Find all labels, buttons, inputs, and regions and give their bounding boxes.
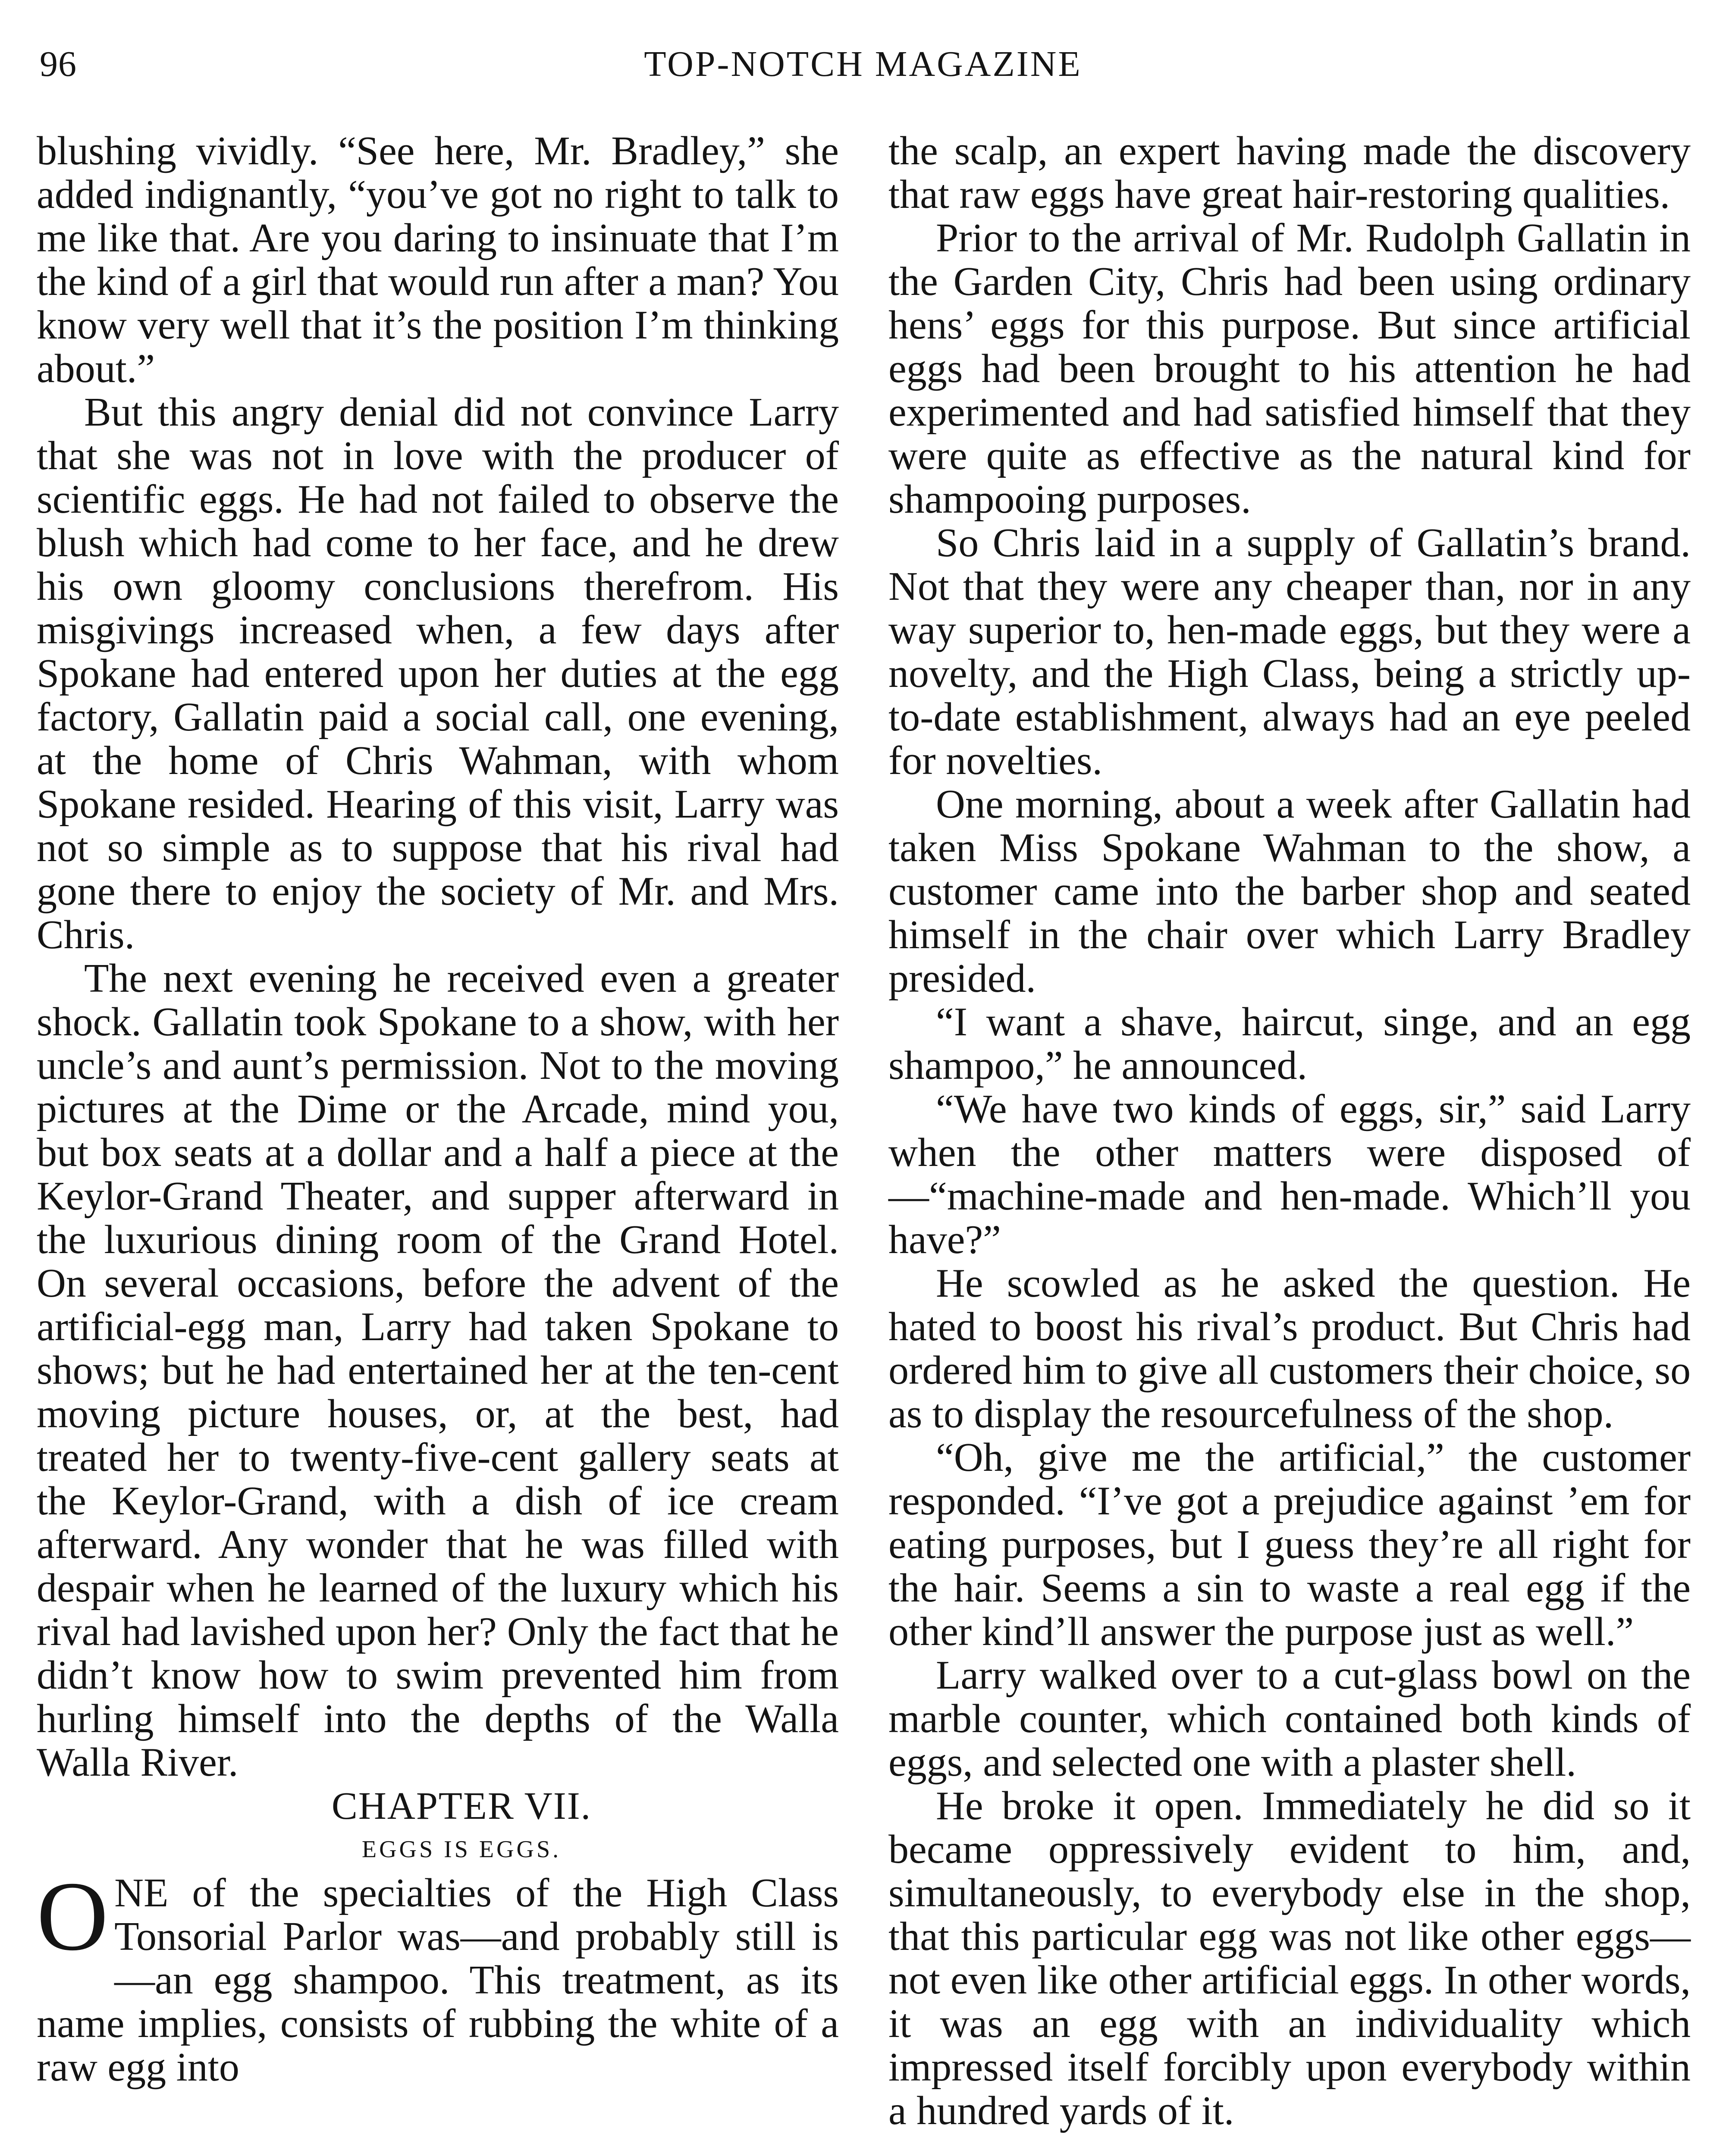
paragraph: He scowled as he asked the question. He hated to boost his rival’s product. But Chris had ordered him to give all customers their choice, so as to display the resourcefulness of the shop.	[888, 1261, 1691, 1436]
chapter-heading	[37, 1784, 839, 1871]
chapter-subtitle: EGGS IS EGGS.	[361, 1836, 562, 1863]
drop-cap: O	[37, 1861, 109, 1971]
page-number: 96	[40, 44, 77, 84]
paragraph: the scalp, an expert having made the discovery that raw eggs have great hair-restoring qualities.	[888, 128, 1691, 217]
paragraph: “We have two kinds of eggs, sir,” said Larry when the other matters were disposed of—“machine-made and hen-made. Which’ll you have?”	[888, 1087, 1691, 1262]
paragraph: “Oh, give me the artificial,” the customer responded. “I’ve got a prejudice against ’em for eating purposes, but I guess they’re all right for the hair. Seems a sin to waste a real egg if the other kind’ll answer the purpose just as well.”	[888, 1435, 1691, 1654]
left-column	[37, 129, 839, 2089]
paragraph: So Chris laid in a supply of Gallatin’s brand. Not that they were any cheaper than, nor in any way superior to, hen-made eggs, but they were a novelty, and the High Class, being a strictly up-to-date establishment, always had an eye peeled for novelties.	[888, 520, 1691, 783]
paragraph: But this angry denial did not convince Larry that she was not in love with the producer of scientific eggs. He had not failed to observe the blush which had come to her face, and he drew his own gloomy conclusions therefrom. His misgivings increased when, a few days after Spokane had entered upon her duties at the egg factory, Gallatin paid a social call, one evening, at the home of Chris Wahman, with whom Spokane resided. Hearing of this visit, Larry was not so simple as to suppose that his rival had gone there to enjoy the society of Mr. and Mrs. Chris.	[37, 390, 839, 957]
paragraph: Prior to the arrival of Mr. Rudolph Gallatin in the Garden City, Chris had been using ordinary hens’ eggs for this purpose. But since artificial eggs had been brought to his attention he had experimented and had satisfied himself that they were quite as effective as the natural kind for shampooing purposes.	[888, 216, 1691, 522]
paragraph	[37, 1861, 839, 2090]
running-head: TOP-NOTCH MAGAZINE	[644, 44, 1082, 84]
paragraph: The next evening he received even a greater shock. Gallatin took Spokane to a show, with her uncle’s and aunt’s permission. Not to the moving pictures at the Dime or the Arcade, mind you, but box seats at a dollar and a half a piece at the Keylor-Grand Theater, and supper afterward in the luxurious dining room of the Grand Hotel. On several occasions, before the advent of the artificial-egg man, Larry had taken Spokane to shows; but he had entertained her at the ten-cent moving picture houses, or, at the best, had treated her to twenty-five-cent gallery seats at the Keylor-Grand, with a dish of ice cream afterward. Any wonder that he was filled with despair when he learned of the luxury which his rival had lavished upon her? Only the fact that he didn’t know how to swim prevented him from hurling himself into the depths of the Walla Walla River.	[37, 956, 839, 1785]
paragraph: blushing vividly. “See here, Mr. Bradley,” she added indignantly, “you’ve got no right to talk to me like that. Are you daring to insinuate that I’m the kind of a girl that would run after a man? You know very well that it’s the position I’m thinking about.”	[37, 128, 839, 391]
paragraph-text: NE of the specialties of the High Class Tonsorial Parlor was—and probably still is—an egg shampoo. This treatment, as its name implies, consists of rubbing the white of a raw egg into	[37, 1871, 839, 2090]
right-column	[888, 129, 1691, 2133]
paragraph: “I want a shave, haircut, singe, and an egg shampoo,” he announced.	[888, 1000, 1691, 1088]
paragraph: He broke it open. Immediately he did so it became oppressively evident to him, and, simultaneously, to everybody else in the shop, that this particular egg was not like other eggs—not even like other artificial eggs. In other words, it was an egg with an individuality which impressed itself forcibly upon everybody within a hundred yards of it.	[888, 1783, 1691, 2133]
paragraph: One morning, about a week after Gallatin had taken Miss Spokane Wahman to the show, a customer came into the barber shop and seated himself in the chair over which Larry Bradley presided.	[888, 782, 1691, 1001]
chapter-title: CHAPTER VII.	[331, 1785, 592, 1827]
paragraph: Larry walked over to a cut-glass bowl on the marble counter, which contained both kinds of eggs, and selected one with a plaster shell.	[888, 1653, 1691, 1785]
